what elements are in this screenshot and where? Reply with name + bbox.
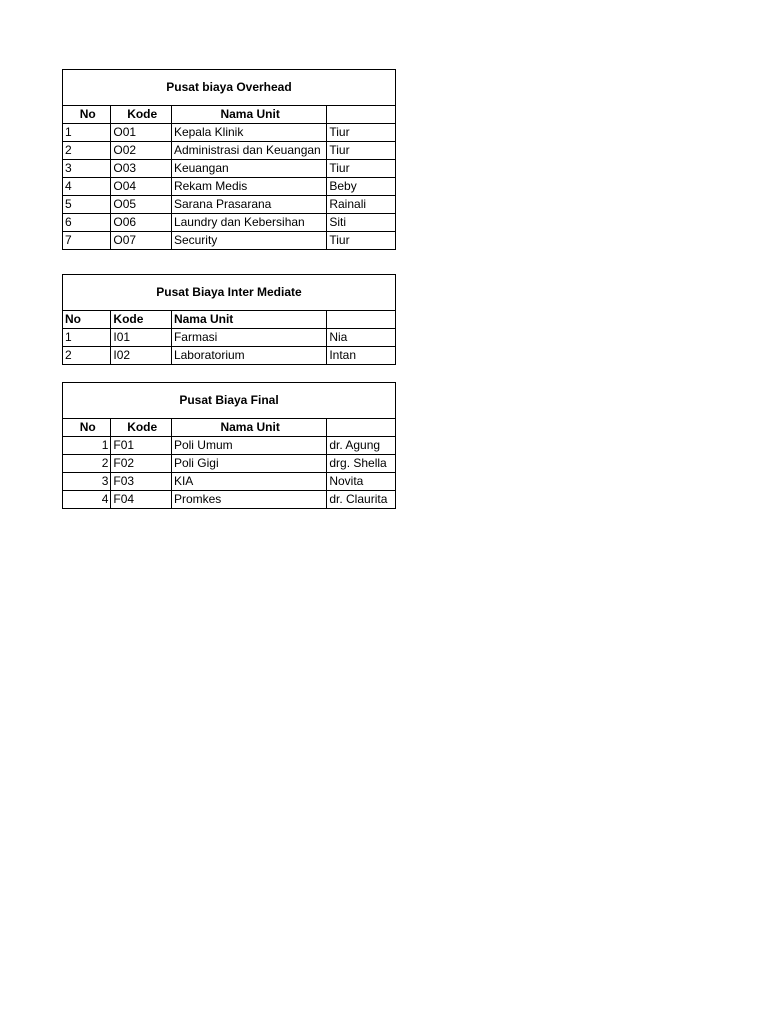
header-kode: Kode <box>111 106 172 124</box>
header-kode: Kode <box>111 419 172 437</box>
cell-person: Nia <box>327 329 396 347</box>
cell-kode: O06 <box>111 214 172 232</box>
header-nama-unit: Nama Unit <box>171 311 326 329</box>
cell-nama-unit: Poli Umum <box>171 437 326 455</box>
table-row <box>63 232 396 250</box>
table-row <box>63 178 396 196</box>
cell-no: 7 <box>63 232 111 250</box>
cell-nama-unit: Farmasi <box>171 329 326 347</box>
cell-nama-unit: Keuangan <box>171 160 326 178</box>
cell-person: Tiur <box>327 232 396 250</box>
table-row <box>63 437 396 455</box>
header-penanggung-jawab <box>327 419 396 437</box>
header-no: No <box>63 419 111 437</box>
cell-kode: O01 <box>111 124 172 142</box>
header-kode: Kode <box>111 311 172 329</box>
cell-person: Tiur <box>327 142 396 160</box>
cell-kode: I02 <box>111 347 172 365</box>
table-title-row <box>63 383 396 419</box>
table-title: Pusat Biaya Inter Mediate <box>63 275 396 311</box>
cell-nama-unit: Administrasi dan Keuangan <box>171 142 326 160</box>
cell-kode: F03 <box>111 473 172 491</box>
cell-kode: F04 <box>111 491 172 509</box>
table-title-row <box>63 275 396 311</box>
table-title: Pusat Biaya Final <box>63 383 396 419</box>
table-row <box>63 214 396 232</box>
cell-nama-unit: Promkes <box>171 491 326 509</box>
cell-person: dr. Claurita <box>327 491 396 509</box>
cell-no: 3 <box>63 160 111 178</box>
cell-person: Novita <box>327 473 396 491</box>
cell-no: 2 <box>63 455 111 473</box>
table-row <box>63 455 396 473</box>
header-nama-unit: Nama Unit <box>171 106 326 124</box>
cell-kode: O04 <box>111 178 172 196</box>
table-row <box>63 329 396 347</box>
cell-no: 2 <box>63 347 111 365</box>
header-no: No <box>63 106 111 124</box>
cell-nama-unit: Poli Gigi <box>171 455 326 473</box>
cell-nama-unit: Sarana Prasarana <box>171 196 326 214</box>
cell-no: 1 <box>63 437 111 455</box>
cell-person: Rainali <box>327 196 396 214</box>
cell-kode: I01 <box>111 329 172 347</box>
table-row <box>63 196 396 214</box>
table-header-row <box>63 419 396 437</box>
cell-no: 6 <box>63 214 111 232</box>
cell-person: Tiur <box>327 160 396 178</box>
cell-person: Tiur <box>327 124 396 142</box>
table-row <box>63 347 396 365</box>
cell-person: Beby <box>327 178 396 196</box>
table-header-row <box>63 311 396 329</box>
cell-no: 2 <box>63 142 111 160</box>
cell-no: 1 <box>63 124 111 142</box>
intermediate-cost-table <box>62 274 396 365</box>
table-row <box>63 160 396 178</box>
cell-no: 3 <box>63 473 111 491</box>
table-header-row <box>63 106 396 124</box>
cell-no: 4 <box>63 178 111 196</box>
header-penanggung-jawab <box>327 106 396 124</box>
table-title-row <box>63 70 396 106</box>
cell-nama-unit: Kepala Klinik <box>171 124 326 142</box>
cell-nama-unit: Security <box>171 232 326 250</box>
header-nama-unit: Nama Unit <box>171 419 326 437</box>
table-row <box>63 473 396 491</box>
cell-no: 5 <box>63 196 111 214</box>
cell-kode: O03 <box>111 160 172 178</box>
cell-nama-unit: Laboratorium <box>171 347 326 365</box>
overhead-cost-table <box>62 69 396 250</box>
table-row <box>63 142 396 160</box>
cell-kode: F02 <box>111 455 172 473</box>
cell-person: Intan <box>327 347 396 365</box>
cell-nama-unit: Laundry dan Kebersihan <box>171 214 326 232</box>
cell-kode: F01 <box>111 437 172 455</box>
cell-no: 1 <box>63 329 111 347</box>
cell-person: dr. Agung <box>327 437 396 455</box>
cell-no: 4 <box>63 491 111 509</box>
table-title: Pusat biaya Overhead <box>63 70 396 106</box>
header-penanggung-jawab <box>327 311 396 329</box>
header-no: No <box>63 311 111 329</box>
table-row <box>63 491 396 509</box>
cell-kode: O05 <box>111 196 172 214</box>
cell-person: drg. Shella <box>327 455 396 473</box>
cell-nama-unit: Rekam Medis <box>171 178 326 196</box>
cell-person: Siti <box>327 214 396 232</box>
cell-kode: O02 <box>111 142 172 160</box>
final-cost-table <box>62 382 396 509</box>
table-row <box>63 124 396 142</box>
cell-kode: O07 <box>111 232 172 250</box>
cell-nama-unit: KIA <box>171 473 326 491</box>
